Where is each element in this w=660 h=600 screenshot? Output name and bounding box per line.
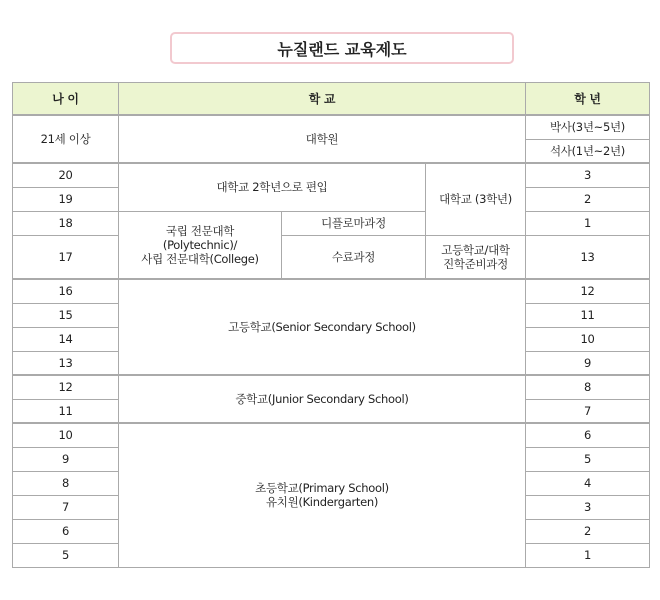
header-row	[13, 83, 650, 116]
age-cell: 12	[13, 375, 119, 399]
primary-school-cell	[119, 423, 526, 567]
grade-cell: 12	[526, 279, 650, 303]
header-grade: 학 년	[526, 83, 650, 116]
graduate-school-cell: 대학원	[119, 115, 526, 163]
age-cell: 8	[13, 471, 119, 495]
grade-cell: 10	[526, 327, 650, 351]
grade-cell: 석사(1년~2년)	[526, 139, 650, 163]
age-cell: 17	[13, 235, 119, 279]
transfer-cell: 대학교 2학년으로 편입	[119, 163, 426, 211]
age-cell: 15	[13, 303, 119, 327]
age-cell: 18	[13, 211, 119, 235]
age-cell: 9	[13, 447, 119, 471]
table-row	[13, 375, 650, 399]
prep-label: 고등학교/대학 진학준비과정	[441, 242, 510, 271]
senior-school-cell: 고등학교(Senior Secondary School)	[119, 279, 526, 375]
table-row	[13, 163, 650, 187]
header-school: 학 교	[119, 83, 526, 116]
grade-cell: 2	[526, 187, 650, 211]
age-cell: 20	[13, 163, 119, 187]
grade-cell: 4	[526, 471, 650, 495]
grade-cell: 9	[526, 351, 650, 375]
grade-cell: 1	[526, 211, 650, 235]
age-cell: 21세 이상	[13, 115, 119, 163]
grade-cell: 11	[526, 303, 650, 327]
university-cell: 대학교 (3학년)	[426, 163, 526, 235]
grade-cell: 2	[526, 519, 650, 543]
age-cell: 5	[13, 543, 119, 567]
age-cell: 16	[13, 279, 119, 303]
junior-school-cell: 중학교(Junior Secondary School)	[119, 375, 526, 423]
grade-cell: 7	[526, 399, 650, 423]
grade-cell: 3	[526, 495, 650, 519]
table-row	[13, 423, 650, 447]
grade-cell: 박사(3년~5년)	[526, 115, 650, 139]
table-row	[13, 115, 650, 139]
grade-cell: 5	[526, 447, 650, 471]
grade-cell: 13	[526, 235, 650, 279]
grade-cell: 3	[526, 163, 650, 187]
education-system-table	[12, 82, 650, 568]
header-age: 나 이	[13, 83, 119, 116]
age-cell: 6	[13, 519, 119, 543]
primary-school-label: 초등학교(Primary School) 유치원(Kindergarten)	[255, 481, 389, 510]
age-cell: 10	[13, 423, 119, 447]
table-row	[13, 235, 650, 279]
polytechnic-label: 국립 전문대학 (Polytechnic)/ 사립 전문대학(College)	[141, 223, 259, 266]
grade-cell: 8	[526, 375, 650, 399]
age-cell: 14	[13, 327, 119, 351]
table-row	[13, 279, 650, 303]
table-row	[13, 211, 650, 235]
prep-cell	[426, 235, 526, 279]
page-title: 뉴질랜드 교육제도	[170, 32, 514, 64]
certificate-cell: 수료과정	[282, 235, 426, 279]
diploma-cell: 디플로마과정	[282, 211, 426, 235]
age-cell: 13	[13, 351, 119, 375]
polytechnic-cell	[119, 211, 282, 279]
grade-cell: 1	[526, 543, 650, 567]
grade-cell: 6	[526, 423, 650, 447]
age-cell: 11	[13, 399, 119, 423]
age-cell: 19	[13, 187, 119, 211]
age-cell: 7	[13, 495, 119, 519]
